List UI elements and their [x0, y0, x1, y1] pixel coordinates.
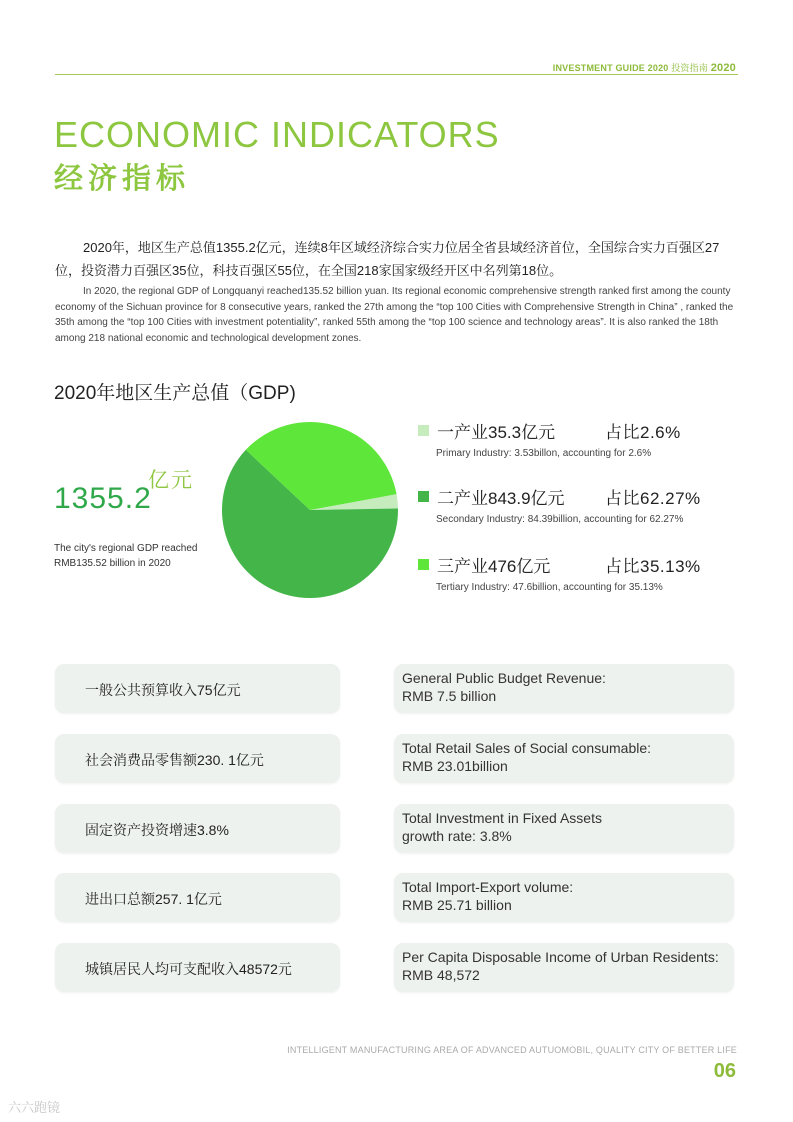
footer-slogan: INTELLIGENT MANUFACTURING AREA OF ADVANCED AUTUOMOBIL, QUALITY CITY OF BETTER LIFE: [287, 1045, 737, 1055]
indicator-text-cn: 社会消费品零售额230. 1亿元: [85, 752, 264, 768]
legend-label-en: Tertiary Industry: 47.6billion, accounting for 35.13%: [436, 582, 663, 593]
indicator-card-en: [394, 804, 734, 853]
legend-label-cn: 三产业476亿元: [437, 557, 551, 576]
legend-label-en: Secondary Industry: 84.39billion, accounting for 62.27%: [436, 514, 684, 525]
header-guide-label: INVESTMENT GUIDE 2020: [552, 63, 669, 73]
header-divider: [55, 74, 738, 75]
legend-swatch-primary: [418, 425, 429, 436]
page-title-cn: 经济指标: [54, 163, 191, 195]
gdp-caption: The city's regional GDP reached RMB135.52 billion in 2020: [54, 543, 198, 569]
indicator-text-cn: 进出口总额257. 1亿元: [85, 891, 222, 907]
indicator-card-cn: [55, 804, 340, 853]
indicator-card-cn: [55, 664, 340, 713]
indicator-text-cn: 一般公共预算收入75亿元: [85, 682, 241, 698]
legend-swatch-secondary: [418, 491, 429, 502]
indicator-text-en: Total Import-Export volume:: [402, 879, 574, 895]
indicator-card-cn: [55, 873, 340, 922]
gdp-value: 1355.2: [54, 482, 152, 515]
legend-share: 占比35.13%: [605, 557, 701, 576]
legend-label-cn: 二产业843.9亿元: [437, 489, 565, 508]
indicator-card-cn: [55, 943, 340, 992]
indicator-value-en: RMB 25.71 billion: [402, 897, 512, 913]
legend-label-en: Primary Industry: 3.53billon, accounting for 2.6%: [436, 448, 652, 459]
indicator-card-en: [394, 734, 734, 783]
page-number: 06: [713, 1060, 736, 1082]
header-year: 2020: [710, 62, 736, 74]
intro-paragraph-en: In 2020, the regional GDP of Longquanyi reached135.52 billion yuan. Its regional economic comprehensive strength ranked first among the county economy of the Sichuan province for 8 consecutive years, ranked the 27th among the “top 100 Cities with Comprehensive Strength in China” , ranked the 35th among the “top 100 Cities with investment potentiality”, ranked 55th among the “top 100 science and technology areas”. It is also ranked the 18th among 218 national economic and technological development zones.: [55, 286, 734, 344]
indicator-card-en: [394, 943, 734, 992]
header-guide-cn: 投资指南: [671, 63, 709, 73]
indicator-text-en: Per Capita Disposable Income of Urban Residents:: [402, 949, 719, 965]
indicator-text-cn: 固定资产投资增速3.8%: [85, 822, 229, 838]
intro-paragraph-cn: 2020年，地区生产总值1355.2亿元，连续8年区域经济综合实力位居全省县域经济首位，全国综合实力百强区27位，投资潜力百强区35位，科技百强区55位，在全国218家国家级经开区中名列第18位。: [55, 240, 720, 278]
running-header: [553, 61, 736, 74]
indicator-text-en: Total Investment in Fixed Assets: [402, 810, 602, 826]
indicator-value-en: RMB 48,572: [402, 967, 480, 983]
indicator-text-en: General Public Budget Revenue:: [402, 670, 606, 686]
indicator-value-en: growth rate: 3.8%: [402, 828, 512, 844]
indicator-card-en: [394, 873, 734, 922]
gdp-heading: 2020年地区生产总值（GDP): [54, 383, 296, 404]
indicator-text-cn: 城镇居民人均可支配收入48572元: [85, 961, 292, 977]
indicator-value-en: RMB 7.5 billion: [402, 688, 497, 704]
gdp-unit: 亿元: [148, 469, 194, 492]
legend-label-cn: 一产业35.3亿元: [437, 423, 556, 442]
legend-share: 占比62.27%: [605, 489, 701, 508]
legend-swatch-tertiary: [418, 559, 429, 570]
indicator-text-en: Total Retail Sales of Social consumable:: [402, 740, 652, 756]
gdp-pie-chart: [220, 420, 400, 600]
page-title-en: ECONOMIC INDICATORS: [54, 114, 500, 155]
indicator-card-cn: [55, 734, 340, 783]
indicator-value-en: RMB 23.01billion: [402, 758, 508, 774]
watermark: 六六跑镜: [8, 1100, 61, 1115]
legend-share: 占比2.6%: [605, 423, 681, 442]
indicator-card-en: [394, 664, 734, 713]
